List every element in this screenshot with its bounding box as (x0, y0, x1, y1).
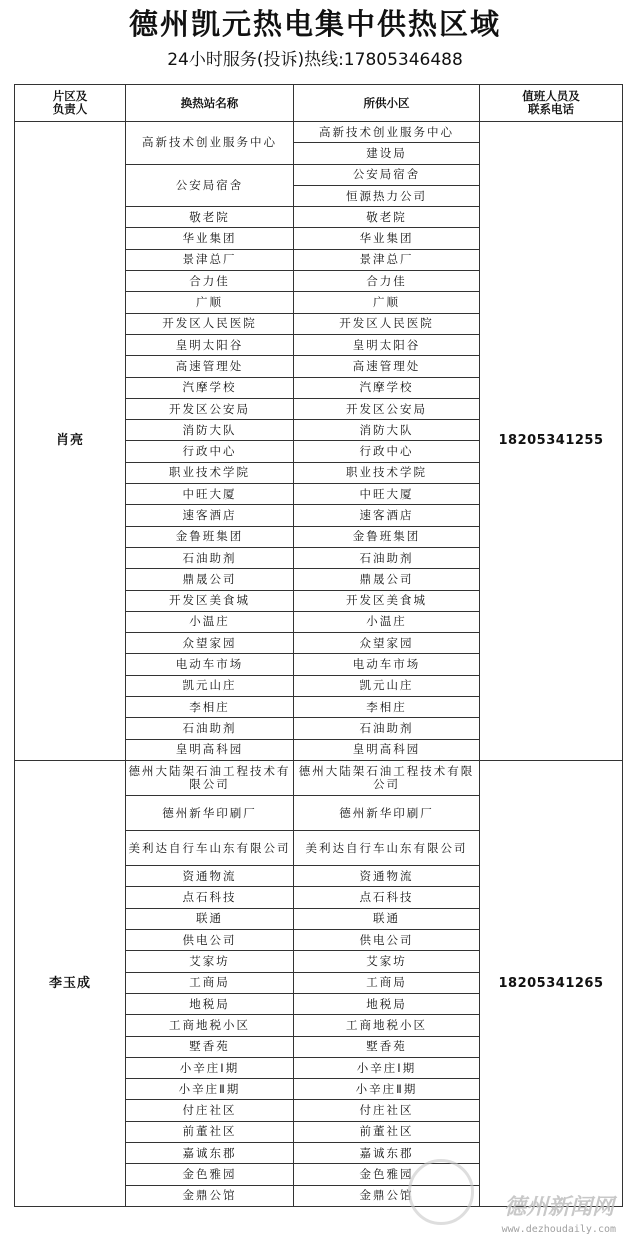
station-name: 墅香苑 (126, 1036, 294, 1057)
station-name: 消防大队 (126, 420, 294, 441)
served-community: 皇明高科园 (294, 739, 480, 760)
page-title: 德州凯元热电集中供热区域 (128, 7, 501, 41)
station-name: 金鲁班集团 (126, 526, 294, 547)
served-community: 职业技术学院 (294, 462, 480, 483)
station-name: 公安局宿舍 (126, 164, 294, 207)
station-name: 电动车市场 (126, 654, 294, 675)
served-community: 速客酒店 (294, 505, 480, 526)
station-name: 高新技术创业服务中心 (126, 122, 294, 165)
station-name: 开发区人民医院 (126, 313, 294, 334)
served-community: 地税局 (294, 993, 480, 1014)
station-name: 开发区公安局 (126, 398, 294, 419)
table-row (15, 122, 623, 143)
station-name: 开发区美食城 (126, 590, 294, 611)
station-name: 付庄社区 (126, 1100, 294, 1121)
station-name: 皇明太阳谷 (126, 334, 294, 355)
header-served-community: 所供小区 (294, 85, 480, 122)
served-community: 高速管理处 (294, 356, 480, 377)
station-name: 小辛庄Ⅰ期 (126, 1057, 294, 1078)
served-community: 美利达自行车山东有限公司 (294, 831, 480, 866)
served-community: 石油助剂 (294, 547, 480, 568)
served-community: 工商局 (294, 972, 480, 993)
station-name: 石油助剂 (126, 547, 294, 568)
header-duty-phone: 值班人员及 联系电话 (480, 85, 623, 122)
served-community: 开发区美食城 (294, 590, 480, 611)
station-name: 众望家园 (126, 633, 294, 654)
served-community: 前董社区 (294, 1121, 480, 1142)
station-name: 嘉诚东郡 (126, 1143, 294, 1164)
served-community: 恒源热力公司 (294, 185, 480, 206)
served-community: 中旺大厦 (294, 484, 480, 505)
served-community: 点石科技 (294, 887, 480, 908)
served-community: 汽摩学校 (294, 377, 480, 398)
served-community: 公安局宿舍 (294, 164, 480, 185)
station-name: 行政中心 (126, 441, 294, 462)
served-community: 广顺 (294, 292, 480, 313)
served-community: 资通物流 (294, 866, 480, 887)
station-name: 德州大陆架石油工程技术有限公司 (126, 760, 294, 795)
station-name: 供电公司 (126, 930, 294, 951)
served-community: 金色雅园 (294, 1164, 480, 1185)
station-name: 资通物流 (126, 866, 294, 887)
served-community: 金鲁班集团 (294, 526, 480, 547)
duty-phone: 18205341265 (480, 760, 623, 1206)
served-community: 付庄社区 (294, 1100, 480, 1121)
station-name: 凯元山庄 (126, 675, 294, 696)
served-community: 消防大队 (294, 420, 480, 441)
service-hotline: 24小时服务(投诉)热线:17805346488 (167, 50, 463, 70)
served-community: 行政中心 (294, 441, 480, 462)
served-community: 艾家坊 (294, 951, 480, 972)
zone-person: 李玉成 (15, 760, 126, 1206)
table-row (15, 760, 623, 795)
station-name: 李相庄 (126, 697, 294, 718)
served-community: 石油助剂 (294, 718, 480, 739)
served-community: 墅香苑 (294, 1036, 480, 1057)
served-community: 建设局 (294, 143, 480, 164)
station-name: 小温庄 (126, 611, 294, 632)
served-community: 金鼎公馆 (294, 1185, 480, 1206)
served-community: 开发区人民医院 (294, 313, 480, 334)
served-community: 高新技术创业服务中心 (294, 122, 480, 143)
duty-phone: 18205341255 (480, 122, 623, 761)
station-name: 小辛庄Ⅱ期 (126, 1079, 294, 1100)
station-name: 广顺 (126, 292, 294, 313)
station-name: 华业集团 (126, 228, 294, 249)
served-community: 鼎晟公司 (294, 569, 480, 590)
station-name: 景津总厂 (126, 249, 294, 270)
station-name: 地税局 (126, 993, 294, 1014)
served-community: 联通 (294, 908, 480, 929)
station-name: 联通 (126, 908, 294, 929)
zone-person: 肖亮 (15, 122, 126, 761)
served-community: 李相庄 (294, 697, 480, 718)
served-community: 凯元山庄 (294, 675, 480, 696)
station-name: 中旺大厦 (126, 484, 294, 505)
station-name: 皇明高科园 (126, 739, 294, 760)
station-name: 美利达自行车山东有限公司 (126, 831, 294, 866)
served-community: 电动车市场 (294, 654, 480, 675)
served-community: 德州大陆架石油工程技术有限公司 (294, 760, 480, 795)
station-name: 点石科技 (126, 887, 294, 908)
station-name: 工商局 (126, 972, 294, 993)
served-community: 嘉诚东郡 (294, 1143, 480, 1164)
served-community: 开发区公安局 (294, 398, 480, 419)
station-name: 汽摩学校 (126, 377, 294, 398)
served-community: 合力佳 (294, 271, 480, 292)
station-name: 敬老院 (126, 207, 294, 228)
station-name: 合力佳 (126, 271, 294, 292)
station-name: 速客酒店 (126, 505, 294, 526)
header-station-name: 换热站名称 (126, 85, 294, 122)
served-community: 小温庄 (294, 611, 480, 632)
served-community: 小辛庄Ⅱ期 (294, 1079, 480, 1100)
watermark-brand: 德州新闻网 (503, 1194, 614, 1220)
served-community: 工商地税小区 (294, 1015, 480, 1036)
served-community: 众望家园 (294, 633, 480, 654)
station-name: 鼎晟公司 (126, 569, 294, 590)
header-zone-person: 片区及 负责人 (15, 85, 126, 122)
station-name: 金色雅园 (126, 1164, 294, 1185)
station-name: 前董社区 (126, 1121, 294, 1142)
station-name: 工商地税小区 (126, 1015, 294, 1036)
table-body (15, 122, 623, 1207)
served-community: 小辛庄Ⅰ期 (294, 1057, 480, 1078)
served-community: 景津总厂 (294, 249, 480, 270)
served-community: 供电公司 (294, 930, 480, 951)
served-community: 皇明太阳谷 (294, 334, 480, 355)
station-name: 职业技术学院 (126, 462, 294, 483)
table-header-row (15, 85, 623, 122)
station-name: 金鼎公馆 (126, 1185, 294, 1206)
station-name: 德州新华印刷厂 (126, 796, 294, 831)
station-name: 艾家坊 (126, 951, 294, 972)
station-name: 石油助剂 (126, 718, 294, 739)
served-community: 敬老院 (294, 207, 480, 228)
heating-zone-table (14, 84, 623, 1207)
watermark-url: www.dezhoudaily.com (501, 1224, 616, 1235)
served-community: 华业集团 (294, 228, 480, 249)
station-name: 高速管理处 (126, 356, 294, 377)
served-community: 德州新华印刷厂 (294, 796, 480, 831)
